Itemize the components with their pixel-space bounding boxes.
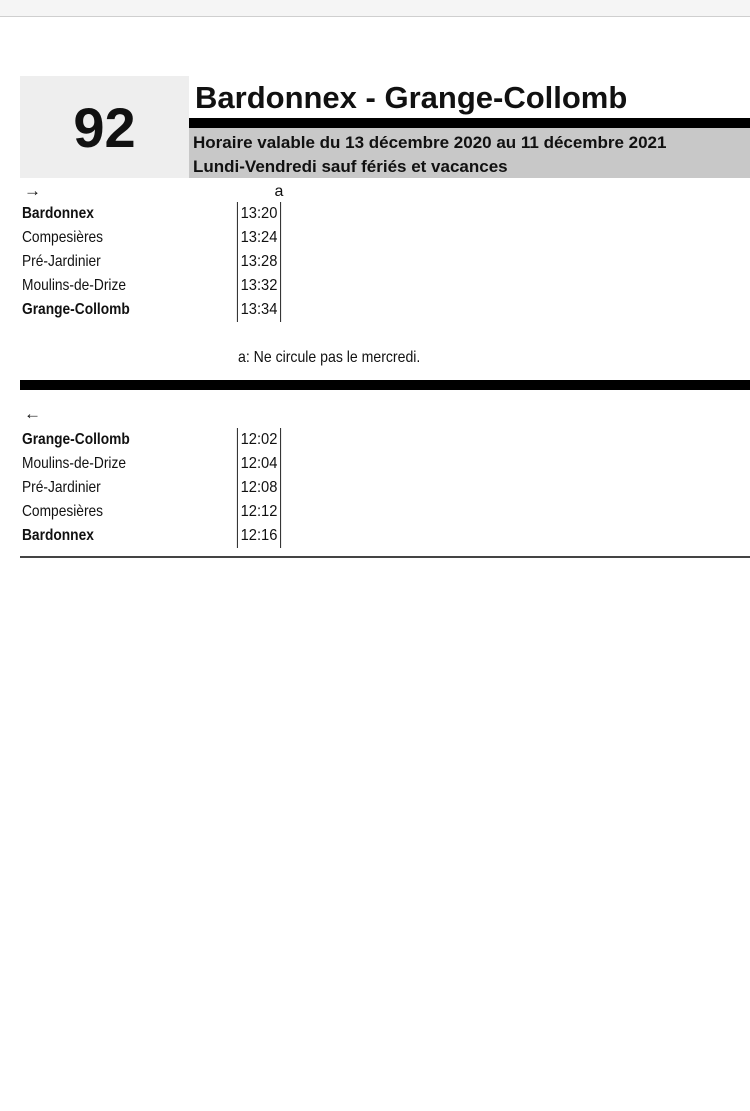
- validity-period: Horaire valable du 13 décembre 2020 au 11 décembre 2021: [193, 133, 667, 152]
- table-row: [20, 202, 420, 226]
- departure-time: 12:16: [237, 524, 281, 548]
- title-rule: [189, 118, 750, 128]
- table-row: [20, 452, 420, 476]
- table-row: [20, 250, 420, 274]
- departure-time: 12:08: [237, 476, 281, 500]
- line-number: 92: [73, 96, 136, 159]
- stop-name: Moulins-de-Drize: [22, 455, 126, 472]
- table-row: [20, 476, 420, 500]
- table-row: [20, 524, 420, 548]
- column-note-marker: a: [274, 183, 284, 200]
- departure-time: 12:02: [237, 428, 281, 452]
- stop-name: Bardonnex: [22, 527, 94, 544]
- stop-name: Moulins-de-Drize: [22, 277, 126, 294]
- inbound-timetable: [20, 428, 420, 548]
- table-row: [20, 428, 420, 452]
- table-row: [20, 226, 420, 250]
- stop-name: Pré-Jardinier: [22, 479, 101, 496]
- outbound-timetable: [20, 202, 420, 322]
- validity-band: [189, 128, 750, 178]
- arrow-left-icon: ←: [24, 404, 41, 423]
- departure-time: 13:34: [237, 298, 281, 322]
- departure-time: 13:28: [237, 250, 281, 274]
- table-row: [20, 298, 420, 322]
- operating-days: Lundi-Vendredi sauf fériés et vacances: [193, 157, 508, 176]
- stop-name: Bardonnex: [22, 205, 94, 222]
- stop-name: Grange-Collomb: [22, 431, 130, 448]
- departure-time: 13:32: [237, 274, 281, 298]
- stop-name: Grange-Collomb: [22, 301, 130, 318]
- arrow-right-icon: →: [24, 181, 41, 200]
- section-separator: [20, 380, 750, 390]
- browser-top-bar: [0, 0, 750, 17]
- departure-time: 12:04: [237, 452, 281, 476]
- route-title: Bardonnex - Grange-Collomb: [195, 80, 628, 115]
- footnote: a: Ne circule pas le mercredi.: [238, 349, 421, 366]
- departure-time: 12:12: [237, 500, 281, 524]
- table-row: [20, 274, 420, 298]
- stop-name: Pré-Jardinier: [22, 253, 101, 270]
- line-number-box: [20, 76, 189, 178]
- bottom-rule: [20, 556, 750, 558]
- stop-name: Compesières: [22, 229, 104, 246]
- departure-time: 13:20: [237, 202, 281, 226]
- table-row: [20, 500, 420, 524]
- stop-name: Compesières: [22, 503, 104, 520]
- departure-time: 13:24: [237, 226, 281, 250]
